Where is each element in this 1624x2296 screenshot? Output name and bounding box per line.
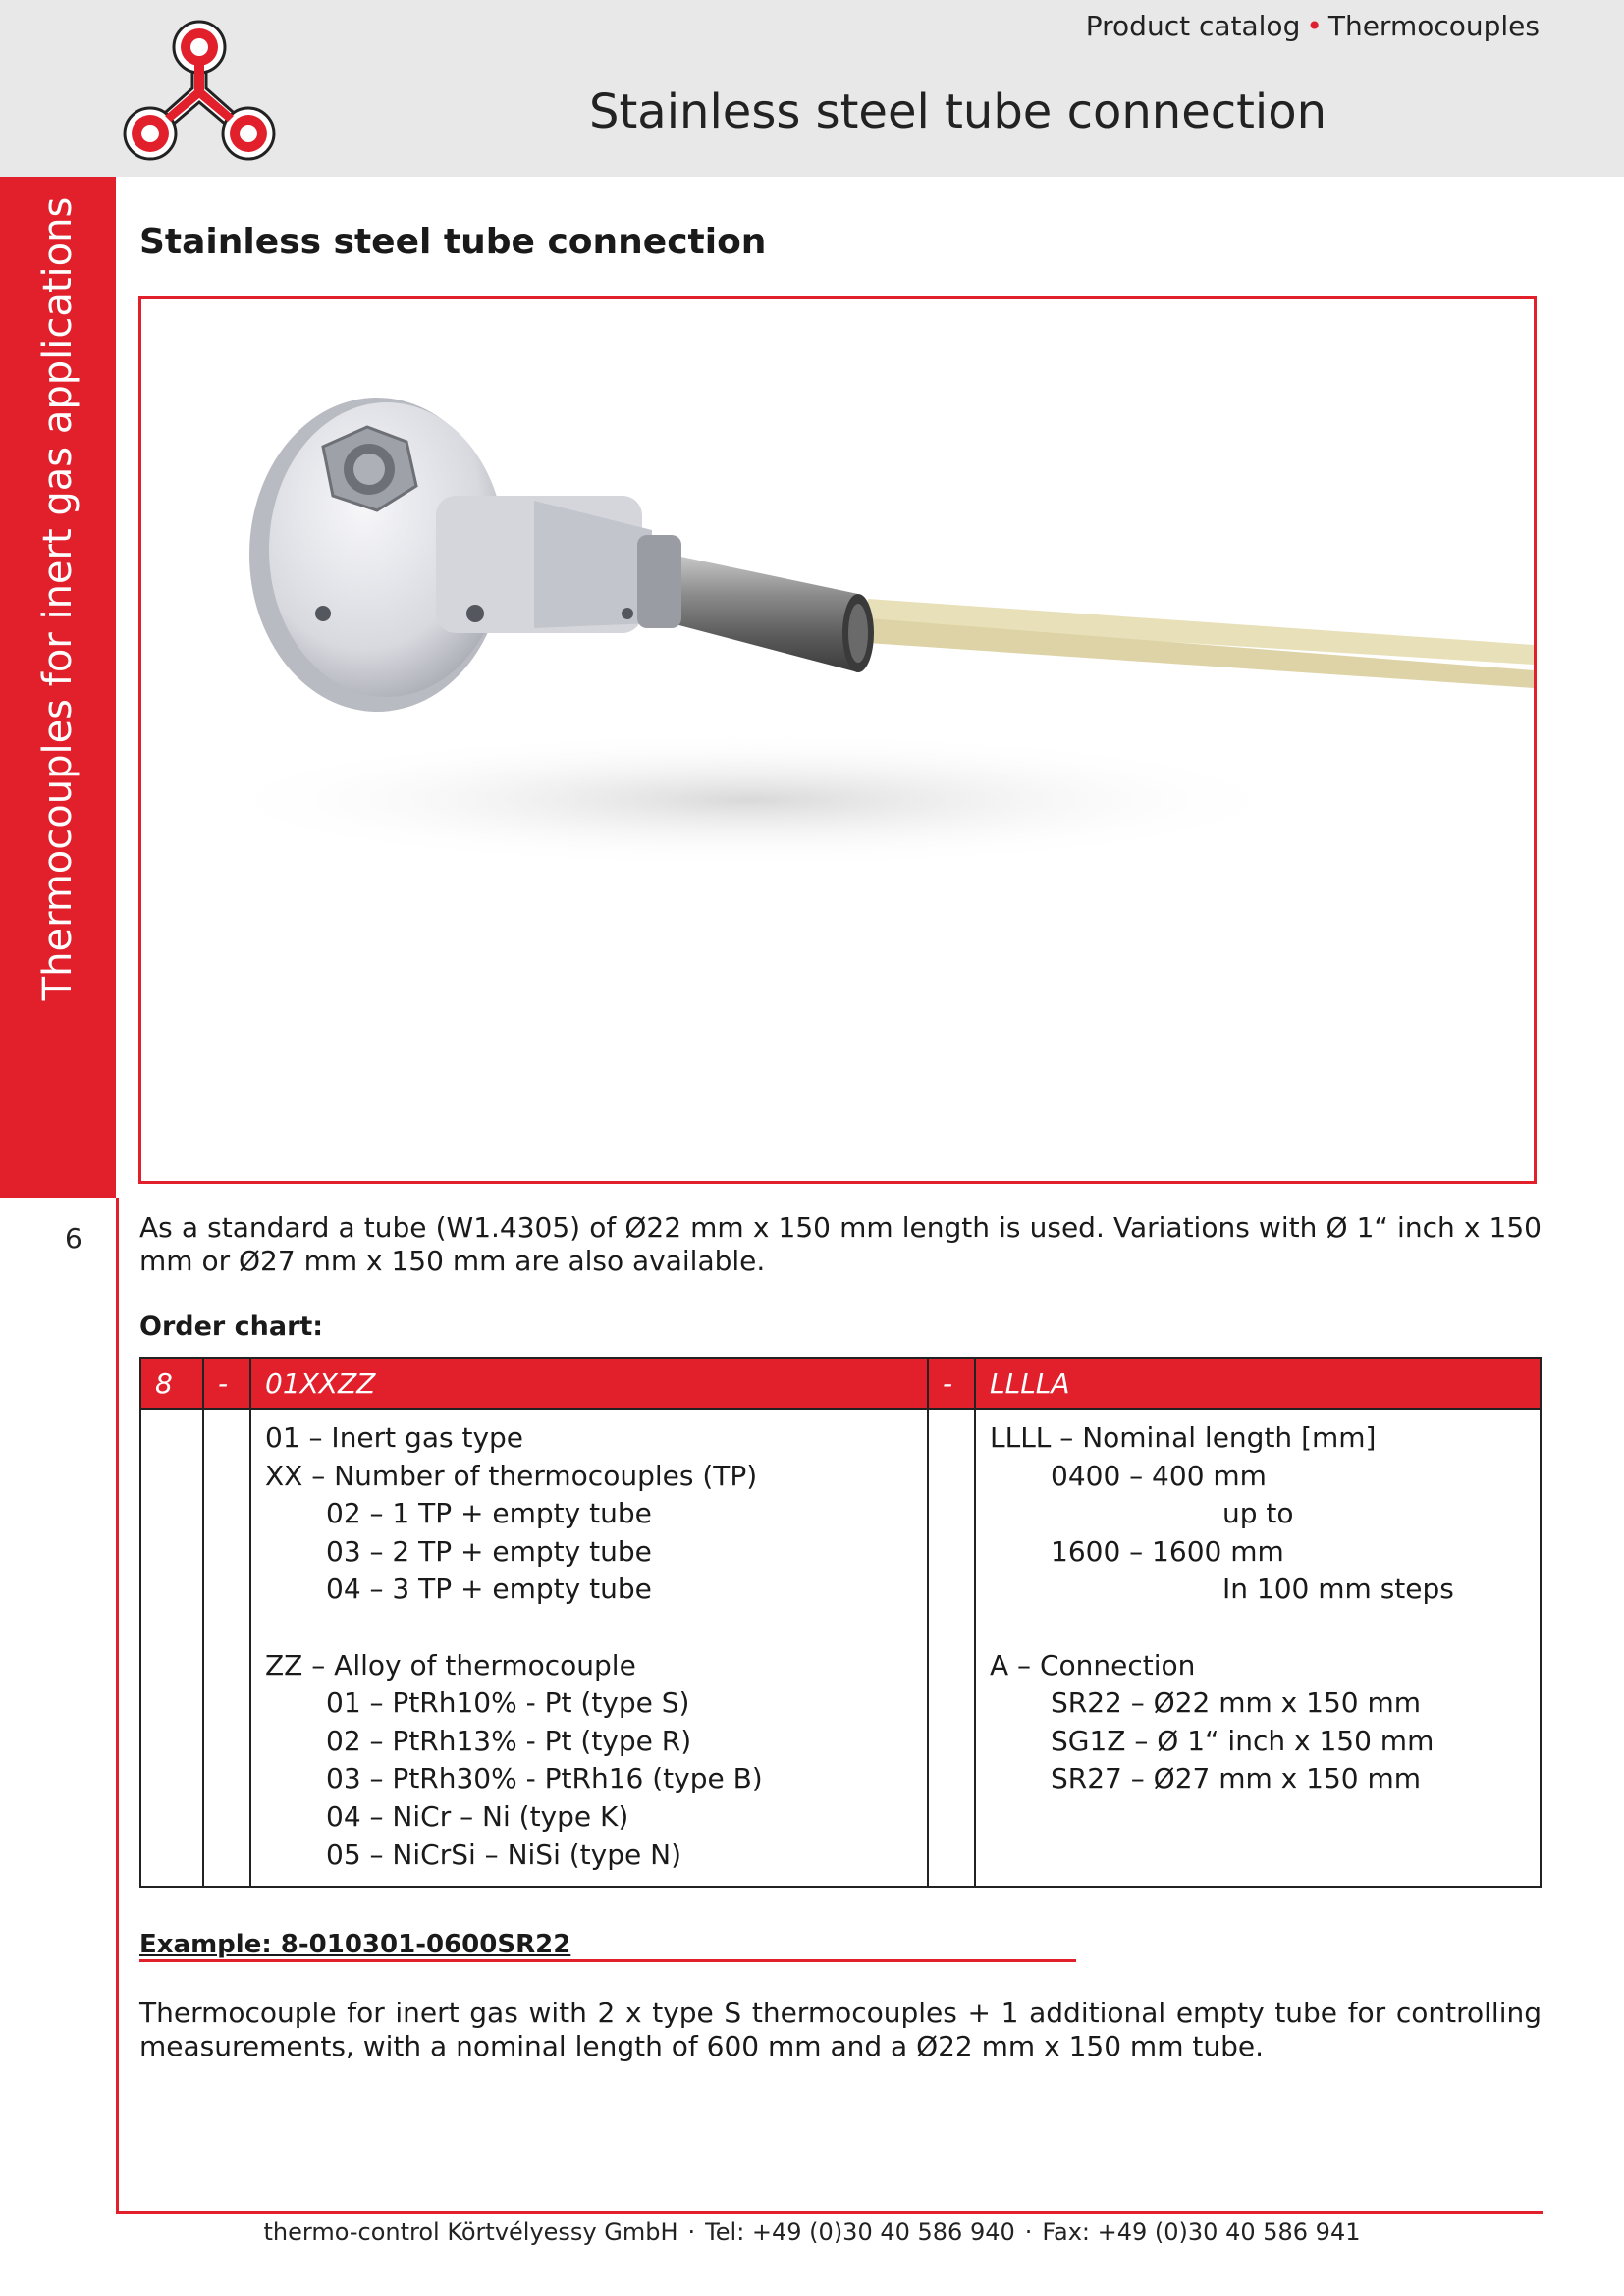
footer-tel: Tel: +49 (0)30 40 586 940 <box>705 2218 1015 2246</box>
header-cell-dash: - <box>203 1358 250 1409</box>
footer-company: thermo-control Körtvélyessy GmbH <box>263 2218 678 2246</box>
list-item: up to <box>1222 1497 1294 1530</box>
list-item: 1600 – 1600 mm <box>1051 1534 1284 1568</box>
thermocouple-illustration <box>141 299 1534 1181</box>
breadcrumb-section: Thermocouples <box>1327 10 1540 42</box>
length-description-cell <box>975 1409 1541 1887</box>
empty-cell <box>928 1409 975 1887</box>
list-item: 03 – PtRh30% - PtRh16 (type B) <box>326 1762 763 1795</box>
spacer <box>265 1609 913 1647</box>
order-chart-label: Order chart: <box>139 1311 324 1342</box>
frame-line-vertical <box>116 1198 119 2214</box>
section-title: Stainless steel tube connection <box>139 222 767 262</box>
example-code: Example: 8-010301-0600SR22 <box>139 1930 571 1959</box>
list-item: In 100 mm steps <box>1222 1573 1454 1606</box>
list-item: 02 – 1 TP + empty tube <box>326 1497 652 1530</box>
order-chart-body-row <box>140 1409 1541 1887</box>
footer <box>0 2218 1624 2246</box>
header-cell-dash: - <box>928 1358 975 1409</box>
header-cell-length: LLLLA <box>975 1358 1541 1409</box>
list-item: SG1Z – Ø 1“ inch x 150 mm <box>1051 1724 1435 1757</box>
list-item: 02 – PtRh13% - Pt (type R) <box>326 1724 692 1757</box>
example-description: Thermocouple for inert gas with 2 x type S thermocouples + 1 additional empty tube for controlling measurements, with a nominal length of 600 mm and a Ø22 mm x 150 mm tube. <box>139 1997 1542 2062</box>
list-item: 04 – NiCr – Ni (type K) <box>326 1799 629 1833</box>
header-cell-prefix: 8 <box>140 1358 203 1409</box>
spacer <box>990 1609 1526 1647</box>
empty-cell <box>203 1409 250 1887</box>
list-item: 04 – 3 TP + empty tube <box>326 1573 652 1606</box>
code-description-cell <box>250 1409 928 1887</box>
list-item: 0400 – 400 mm <box>1051 1459 1267 1492</box>
list-item: 01 – PtRh10% - Pt (type S) <box>326 1686 690 1720</box>
list-item: 05 – NiCrSi – NiSi (type N) <box>326 1838 681 1871</box>
separator-dot: · <box>1024 2218 1033 2246</box>
list-item: SR27 – Ø27 mm x 150 mm <box>1051 1762 1422 1795</box>
empty-cell <box>140 1409 203 1887</box>
product-image <box>138 296 1537 1184</box>
company-logo <box>116 18 283 167</box>
list-item: SR22 – Ø22 mm x 150 mm <box>1051 1686 1422 1720</box>
list-item: 03 – 2 TP + empty tube <box>326 1534 652 1568</box>
page-number: 6 <box>65 1222 82 1255</box>
frame-line-horizontal <box>116 2211 1543 2214</box>
order-chart-table <box>139 1357 1542 1888</box>
sidebar-label: Thermocouples for inert gas applications <box>35 196 81 1001</box>
order-chart-header-row <box>140 1358 1541 1409</box>
breadcrumb-catalog: Product catalog <box>1085 10 1301 42</box>
list-item: 01 – Inert gas type <box>265 1421 524 1454</box>
page-header-title: Stainless steel tube connection <box>589 84 1327 139</box>
example-underline <box>139 1959 1076 1962</box>
bullet-icon: • <box>1306 10 1323 42</box>
header-cell-code: 01XXZZ <box>250 1358 928 1409</box>
list-item: A – Connection <box>990 1648 1196 1682</box>
list-item: XX – Number of thermocouples (TP) <box>265 1459 758 1492</box>
intro-paragraph: As a standard a tube (W1.4305) of Ø22 mm x 150 mm length is used. Variations with Ø 1“ inch x 150 mm or Ø27 mm x 150 mm are also available. <box>139 1211 1542 1277</box>
separator-dot: · <box>687 2218 696 2246</box>
list-item: ZZ – Alloy of thermocouple <box>265 1648 636 1682</box>
breadcrumb <box>1086 10 1540 42</box>
footer-fax: Fax: +49 (0)30 40 586 941 <box>1042 2218 1361 2246</box>
list-item: LLLL – Nominal length [mm] <box>990 1421 1377 1454</box>
